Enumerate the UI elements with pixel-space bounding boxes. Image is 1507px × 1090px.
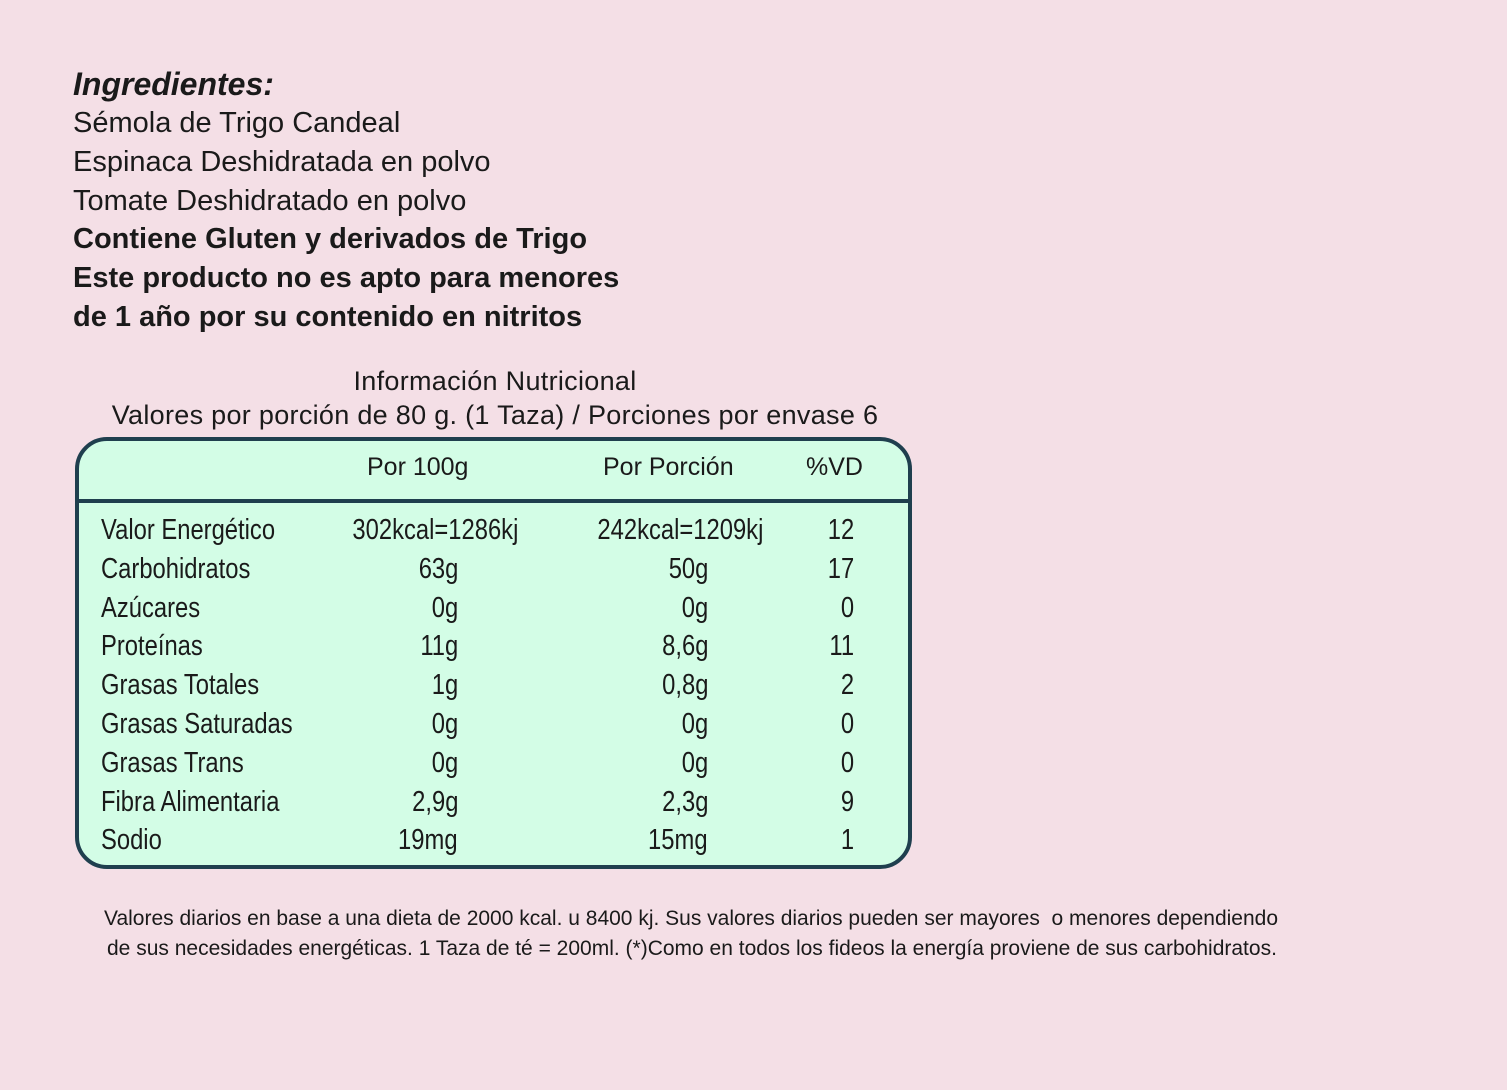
value-vd: 12 <box>827 514 854 546</box>
table-row <box>79 705 908 744</box>
value-per-portion: 15mg <box>648 824 708 857</box>
nutrient-name: Sodio <box>101 824 162 857</box>
value-per-100g: 63g <box>418 552 458 585</box>
ingredient-item: Tomate Deshidratado en polvo <box>73 184 467 217</box>
nutrient-name: Valor Energético <box>101 514 276 546</box>
nutrition-subtitle: Valores por porción de 80 g. (1 Taza) / Porciones por envase 6 <box>111 400 879 430</box>
value-vd: 17 <box>827 552 854 585</box>
footnote-line-1: Valores diarios en base a una dieta de 2000 kcal. u 8400 kj. Sus valores diarios pueden ser mayores o menores dependiendo <box>104 907 1279 930</box>
nutrition-title-block <box>60 364 930 432</box>
allergen-warning: Contiene Gluten y derivados de Trigo <box>73 223 588 256</box>
nutrient-name: Grasas Trans <box>101 746 244 779</box>
value-per-portion: 0g <box>681 707 708 740</box>
nutrient-name: Azúcares <box>101 591 201 624</box>
table-row <box>79 550 908 589</box>
ingredients-block <box>73 64 619 337</box>
nutrient-name: Carbohidratos <box>101 552 251 585</box>
column-header-vd: %VD <box>806 453 863 481</box>
footnote <box>104 904 1404 964</box>
nutrition-table-body <box>79 511 908 860</box>
table-row <box>79 511 908 550</box>
ingredients-heading: Ingredientes: <box>73 66 274 102</box>
value-vd: 9 <box>840 785 854 818</box>
column-header-per-portion: Por Porción <box>603 453 734 481</box>
value-vd: 1 <box>840 824 854 857</box>
age-warning-line-2: de 1 año por su contenido en nitritos <box>73 300 583 333</box>
ingredient-item: Sémola de Trigo Candeal <box>73 107 401 139</box>
value-per-100g: 11g <box>420 630 458 663</box>
value-per-portion: 0,8g <box>661 669 708 702</box>
value-per-portion: 0g <box>681 591 708 624</box>
table-row <box>79 821 908 860</box>
value-per-portion: 0g <box>681 746 708 779</box>
column-header-per-100g: Por 100g <box>367 453 469 481</box>
value-per-100g: 0g <box>431 591 458 624</box>
ingredient-item: Espinaca Deshidratada en polvo <box>73 145 491 178</box>
nutrient-name: Proteínas <box>101 630 203 663</box>
value-per-portion: 8,6g <box>661 630 708 663</box>
value-vd: 0 <box>840 707 854 740</box>
table-row <box>79 783 908 822</box>
value-vd: 11 <box>829 630 854 663</box>
value-per-portion: 242kcal=1209kj <box>597 514 763 546</box>
value-vd: 0 <box>840 591 854 624</box>
value-per-100g: 302kcal=1286kj <box>352 514 518 546</box>
value-per-100g: 1g <box>431 669 458 702</box>
nutrition-title: Información Nutricional <box>353 366 637 396</box>
value-per-100g: 0g <box>431 707 458 740</box>
value-per-100g: 19mg <box>398 824 458 857</box>
nutrition-table-header <box>79 441 908 503</box>
age-warning-line-1: Este producto no es apto para menores <box>73 262 620 295</box>
value-per-portion: 50g <box>668 552 708 585</box>
nutrition-table <box>75 437 912 869</box>
value-per-100g: 2,9g <box>411 785 458 818</box>
value-vd: 0 <box>840 746 854 779</box>
table-row <box>79 666 908 705</box>
value-vd: 2 <box>840 669 854 702</box>
nutrient-name: Fibra Alimentaria <box>101 785 280 818</box>
value-per-100g: 0g <box>431 746 458 779</box>
table-row <box>79 627 908 666</box>
table-row <box>79 744 908 783</box>
nutrient-name: Grasas Saturadas <box>101 707 293 740</box>
nutrient-name: Grasas Totales <box>101 669 260 702</box>
table-row <box>79 589 908 628</box>
footnote-line-2: de sus necesidades energéticas. 1 Taza de té = 200ml. (*)Como en todos los fideos la energía proviene de sus carbohidratos. <box>107 937 1277 960</box>
value-per-portion: 2,3g <box>661 785 708 818</box>
